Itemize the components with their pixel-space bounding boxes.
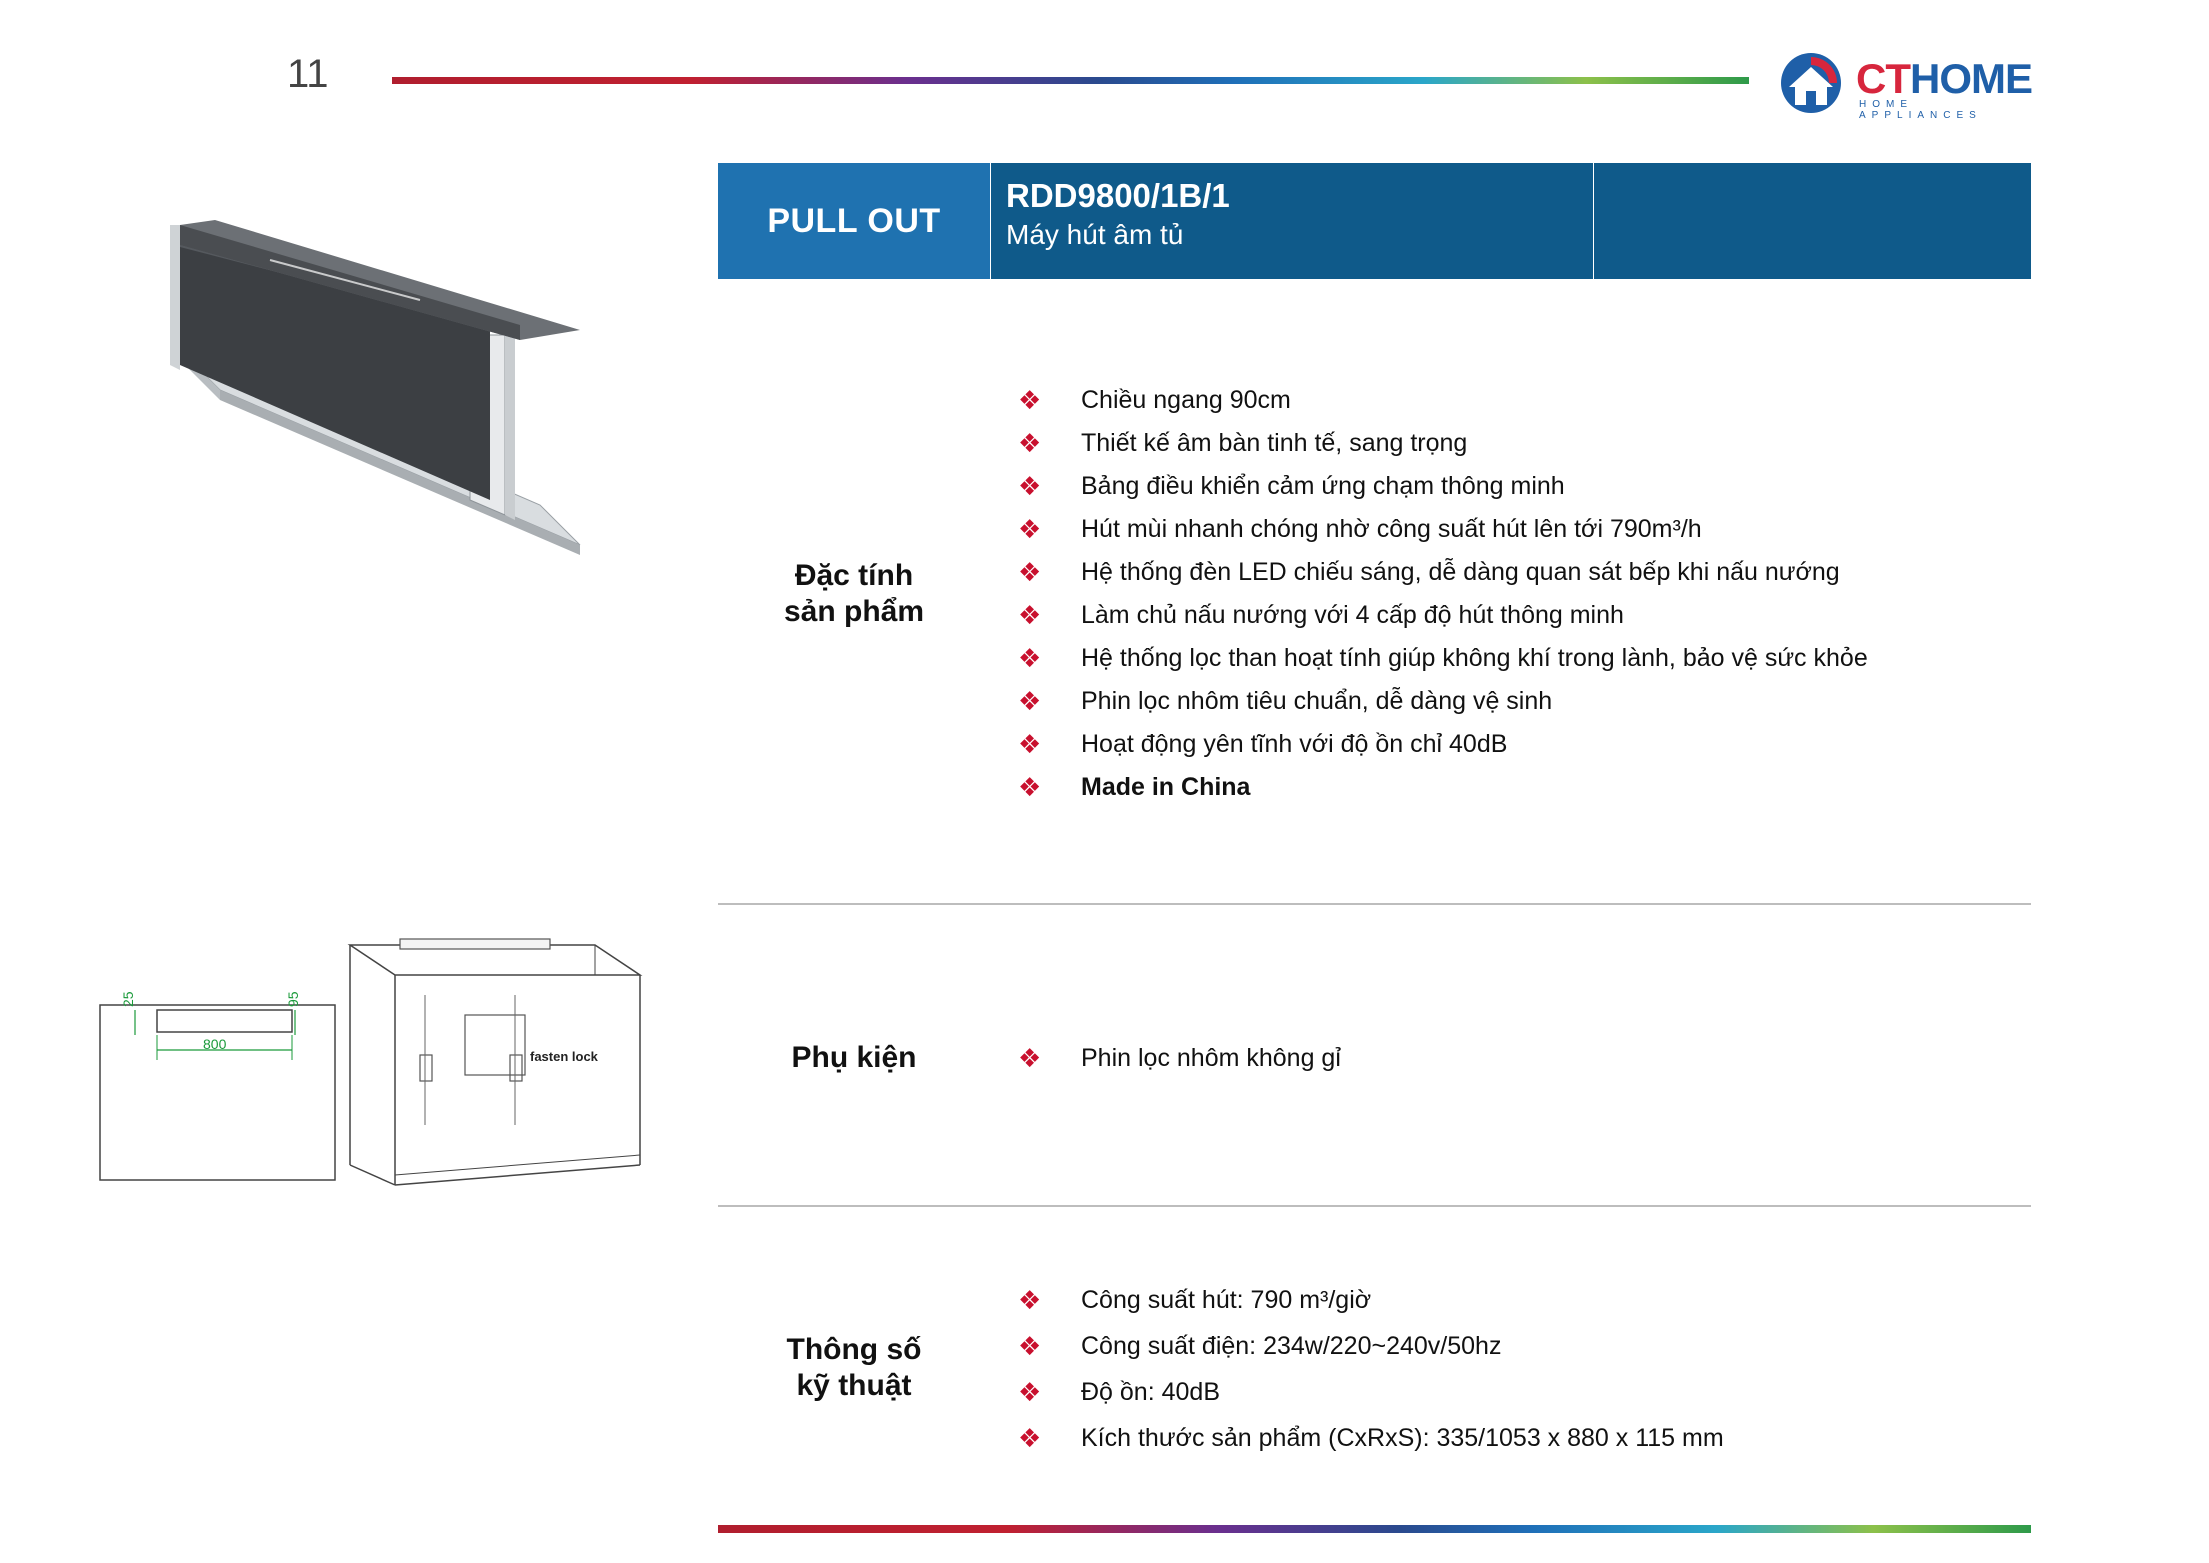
list-item: ❖ Độ ồn: 40dB — [1018, 1374, 1724, 1420]
product-image — [160, 215, 600, 595]
features-list — [1018, 382, 1868, 812]
category-label: PULL OUT — [767, 201, 941, 240]
diamond-bullet-icon: ❖ — [1018, 557, 1042, 587]
diamond-bullet-icon: ❖ — [1018, 471, 1042, 501]
cutout-slot — [157, 1010, 292, 1032]
features-label-line2: sản phẩm — [783, 595, 925, 628]
features-label-line1: Đặc tính — [794, 559, 914, 592]
specs-label — [718, 1332, 990, 1404]
diamond-bullet-icon: ❖ — [1018, 600, 1042, 630]
list-item: ❖ Hoạt động yên tĩnh với độ ồn chỉ 40dB — [1018, 726, 1868, 769]
list-item: ❖ Thiết kế âm bàn tinh tế, sang trọng — [1018, 425, 1868, 468]
list-item: ❖ Phin lọc nhôm tiêu chuẩn, dễ dàng vệ sinh — [1018, 683, 1868, 726]
header-right-cell — [1594, 163, 2031, 279]
diamond-bullet-icon: ❖ — [1018, 1285, 1042, 1315]
features-label — [718, 558, 990, 630]
diamond-bullet-icon: ❖ — [1018, 385, 1042, 415]
logo-tagline: HOME APPLIANCES — [1859, 99, 1982, 121]
list-item: ❖ Công suất điện: 234w/220~240v/50hz — [1018, 1328, 1724, 1374]
house-logo-icon — [1777, 49, 1847, 117]
top-color-rule — [392, 77, 1749, 84]
installation-diagram — [95, 935, 655, 1195]
hood-top — [400, 939, 550, 949]
accessories-label — [718, 1040, 990, 1076]
bottom-color-rule — [718, 1525, 2031, 1533]
page-number: 11 — [287, 52, 329, 96]
specs-list — [1018, 1282, 1724, 1466]
list-item: ❖ Bảng điều khiển cảm ứng chạm thông minh — [1018, 468, 1868, 511]
diamond-bullet-icon: ❖ — [1018, 643, 1042, 673]
diamond-bullet-icon: ❖ — [1018, 1423, 1042, 1453]
list-item: ❖ Chiều ngang 90cm — [1018, 382, 1868, 425]
diamond-bullet-icon: ❖ — [1018, 686, 1042, 716]
logo-home: HOME — [1910, 55, 2032, 102]
fasten-lock-label: fasten lock — [530, 1049, 598, 1064]
product-subtitle: Máy hút âm tủ — [1006, 219, 1184, 250]
logo-wordmark — [1856, 55, 2032, 103]
diamond-bullet-icon: ❖ — [1018, 1377, 1042, 1407]
dim-800-label: 800 — [203, 1036, 227, 1052]
specs-label-line1: Thông số — [786, 1333, 922, 1366]
list-item: ❖ Làm chủ nấu nướng với 4 cấp độ hút thông minh — [1018, 597, 1868, 640]
accessories-label-text: Phụ kiện — [791, 1041, 917, 1074]
diamond-bullet-icon: ❖ — [1018, 1331, 1042, 1361]
model-number: RDD9800/1B/1 — [1006, 177, 1230, 214]
model-header — [991, 163, 1593, 279]
specs-label-line2: kỹ thuật — [796, 1369, 912, 1402]
logo-ct: CT — [1856, 55, 1910, 102]
section-divider — [718, 1205, 2031, 1207]
diamond-bullet-icon: ❖ — [1018, 514, 1042, 544]
section-divider — [718, 903, 2031, 905]
list-item: ❖ Kích thước sản phẩm (CxRxS): 335/1053 x 880 x 115 mm — [1018, 1420, 1724, 1466]
list-item: ❖ Công suất hút: 790 m³/giờ — [1018, 1282, 1724, 1328]
cthome-logo — [1777, 49, 2037, 121]
list-item: ❖ Made in China — [1018, 769, 1868, 812]
diamond-bullet-icon: ❖ — [1018, 772, 1042, 802]
list-item: ❖ Hệ thống lọc than hoạt tính giúp không khí trong lành, bảo vệ sức khỏe — [1018, 640, 1868, 683]
diamond-bullet-icon: ❖ — [1018, 428, 1042, 458]
dim-95-label: 95 — [285, 991, 301, 1007]
dim-25-label: 25 — [120, 991, 136, 1007]
diamond-bullet-icon: ❖ — [1018, 729, 1042, 759]
category-header — [718, 163, 990, 279]
list-item: ❖ Hệ thống đèn LED chiếu sáng, dễ dàng quan sát bếp khi nấu nướng — [1018, 554, 1868, 597]
motor-box — [465, 1015, 525, 1075]
list-item: ❖ Hút mùi nhanh chóng nhờ công suất hút lên tới 790m³/h — [1018, 511, 1868, 554]
diamond-bullet-icon: ❖ — [1018, 1043, 1042, 1073]
list-item: ❖ Phin lọc nhôm không gỉ — [1018, 1040, 1341, 1083]
accessories-list — [1018, 1040, 1341, 1083]
